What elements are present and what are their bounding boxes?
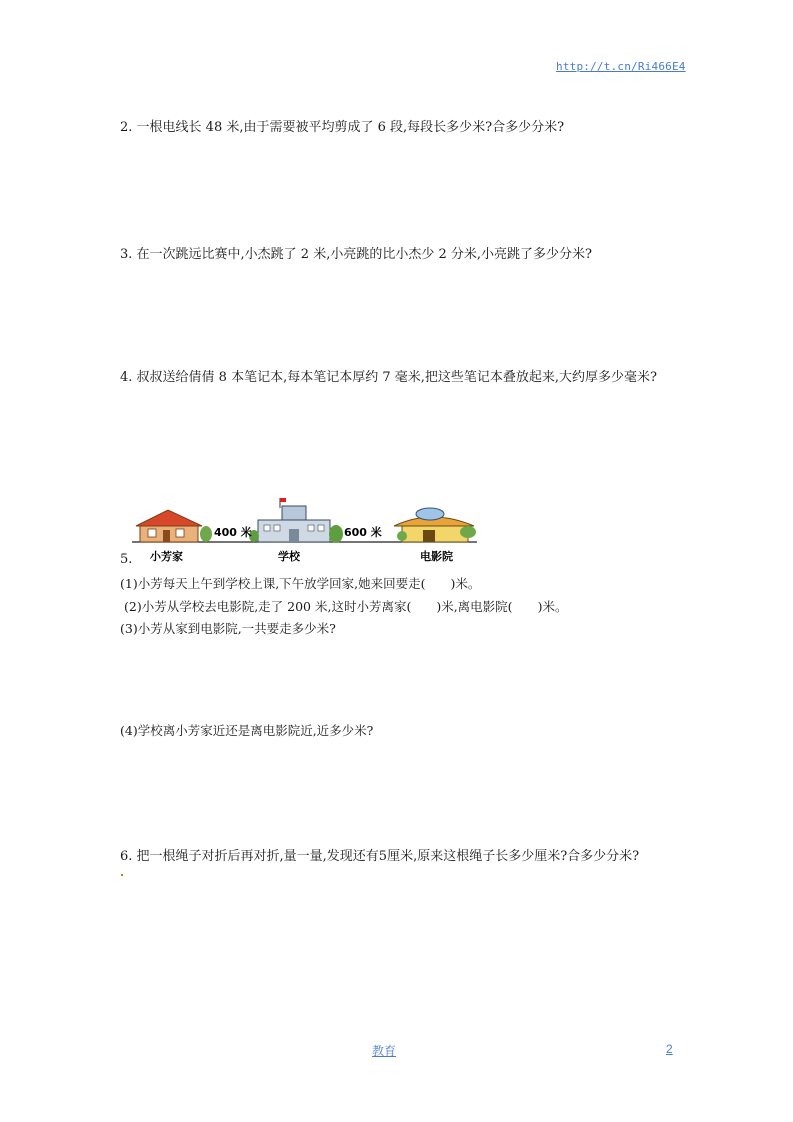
question-6: 6. 把一根绳子对折后再对折,量一量,发现还有5厘米,原来这根绳子长多少厘米?合多少分米? <box>120 849 640 864</box>
question-5-sub-2: (2)小芳从学校去电影院,走了 200 米,这时小芳离家( )米,离电影院( )米。 <box>124 599 568 614</box>
question-3: 3. 在一次跳远比赛中,小杰跳了 2 米,小亮跳的比小杰少 2 分米,小亮跳了多少分米? <box>120 247 592 262</box>
header-link[interactable]: http://t.cn/Ri466E4 <box>556 60 686 73</box>
home-label: 小芳家 <box>150 550 183 563</box>
page-number: 2 <box>666 1042 673 1056</box>
distance-school-cinema: 600 米 <box>344 526 382 539</box>
question-2: 2. 一根电线长 48 米,由于需要被平均剪成了 6 段,每段长多少米?合多少分米? <box>120 120 565 135</box>
distance-diagram-svg <box>132 496 482 566</box>
cinema-label: 电影院 <box>420 550 453 563</box>
question-5-sub-4: (4)学校离小芳家近还是离电影院近,近多少米? <box>120 723 374 738</box>
house-icon <box>136 510 212 542</box>
cinema-icon <box>394 508 476 542</box>
school-label: 学校 <box>278 550 300 563</box>
distance-diagram <box>132 496 482 566</box>
distance-home-school: 400 米 <box>214 526 252 539</box>
school-icon <box>249 498 343 543</box>
question-5-number: 5. <box>120 552 133 567</box>
stray-mark <box>121 874 123 876</box>
question-5-sub-1: (1)小芳每天上午到学校上课,下午放学回家,她来回要走( )米。 <box>120 576 481 591</box>
footer-link[interactable]: 教育 <box>372 1044 397 1058</box>
question-5-sub-3: (3)小芳从家到电影院,一共要走多少米? <box>120 621 336 636</box>
question-4: 4. 叔叔送给倩倩 8 本笔记本,每本笔记本厚约 7 毫米,把这些笔记本叠放起来,大约厚多少毫米? <box>120 370 657 385</box>
